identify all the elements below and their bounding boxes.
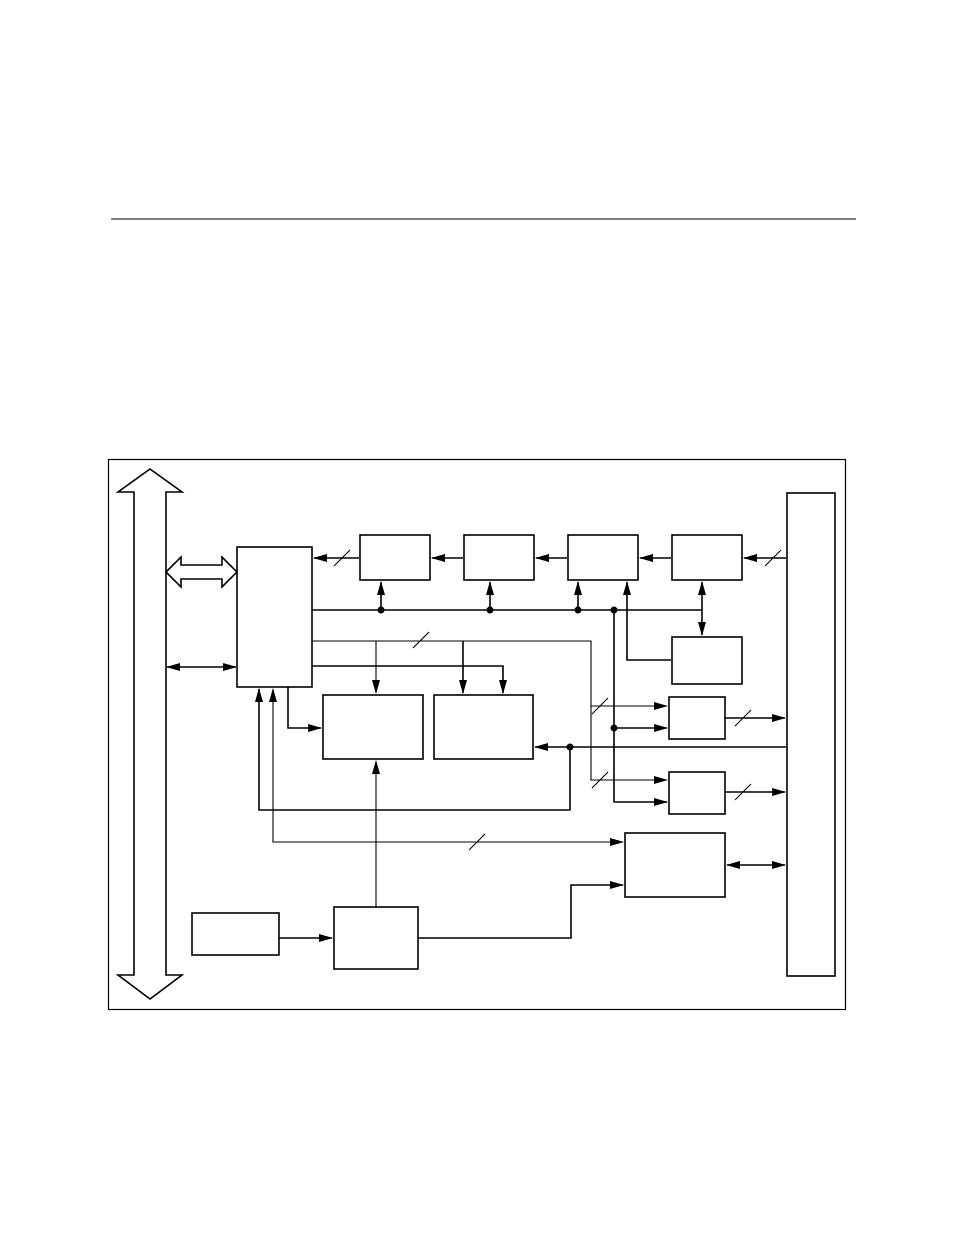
register-block-3 xyxy=(568,535,638,580)
system-bus-arrow xyxy=(118,469,182,999)
lower-small-block xyxy=(669,772,725,814)
register-block-1 xyxy=(360,535,430,580)
register-block-4 xyxy=(672,535,742,580)
connector-block xyxy=(787,493,835,976)
side-register-block xyxy=(672,637,742,684)
timing-block xyxy=(334,907,418,969)
middle-left-block xyxy=(323,695,423,759)
interface-controller-block xyxy=(237,547,312,687)
upper-small-block xyxy=(669,697,725,739)
io-block xyxy=(625,833,725,897)
bus-link-arrow xyxy=(166,557,237,587)
middle-right-block xyxy=(434,695,533,759)
source-block xyxy=(192,913,279,955)
register-block-2 xyxy=(464,535,534,580)
